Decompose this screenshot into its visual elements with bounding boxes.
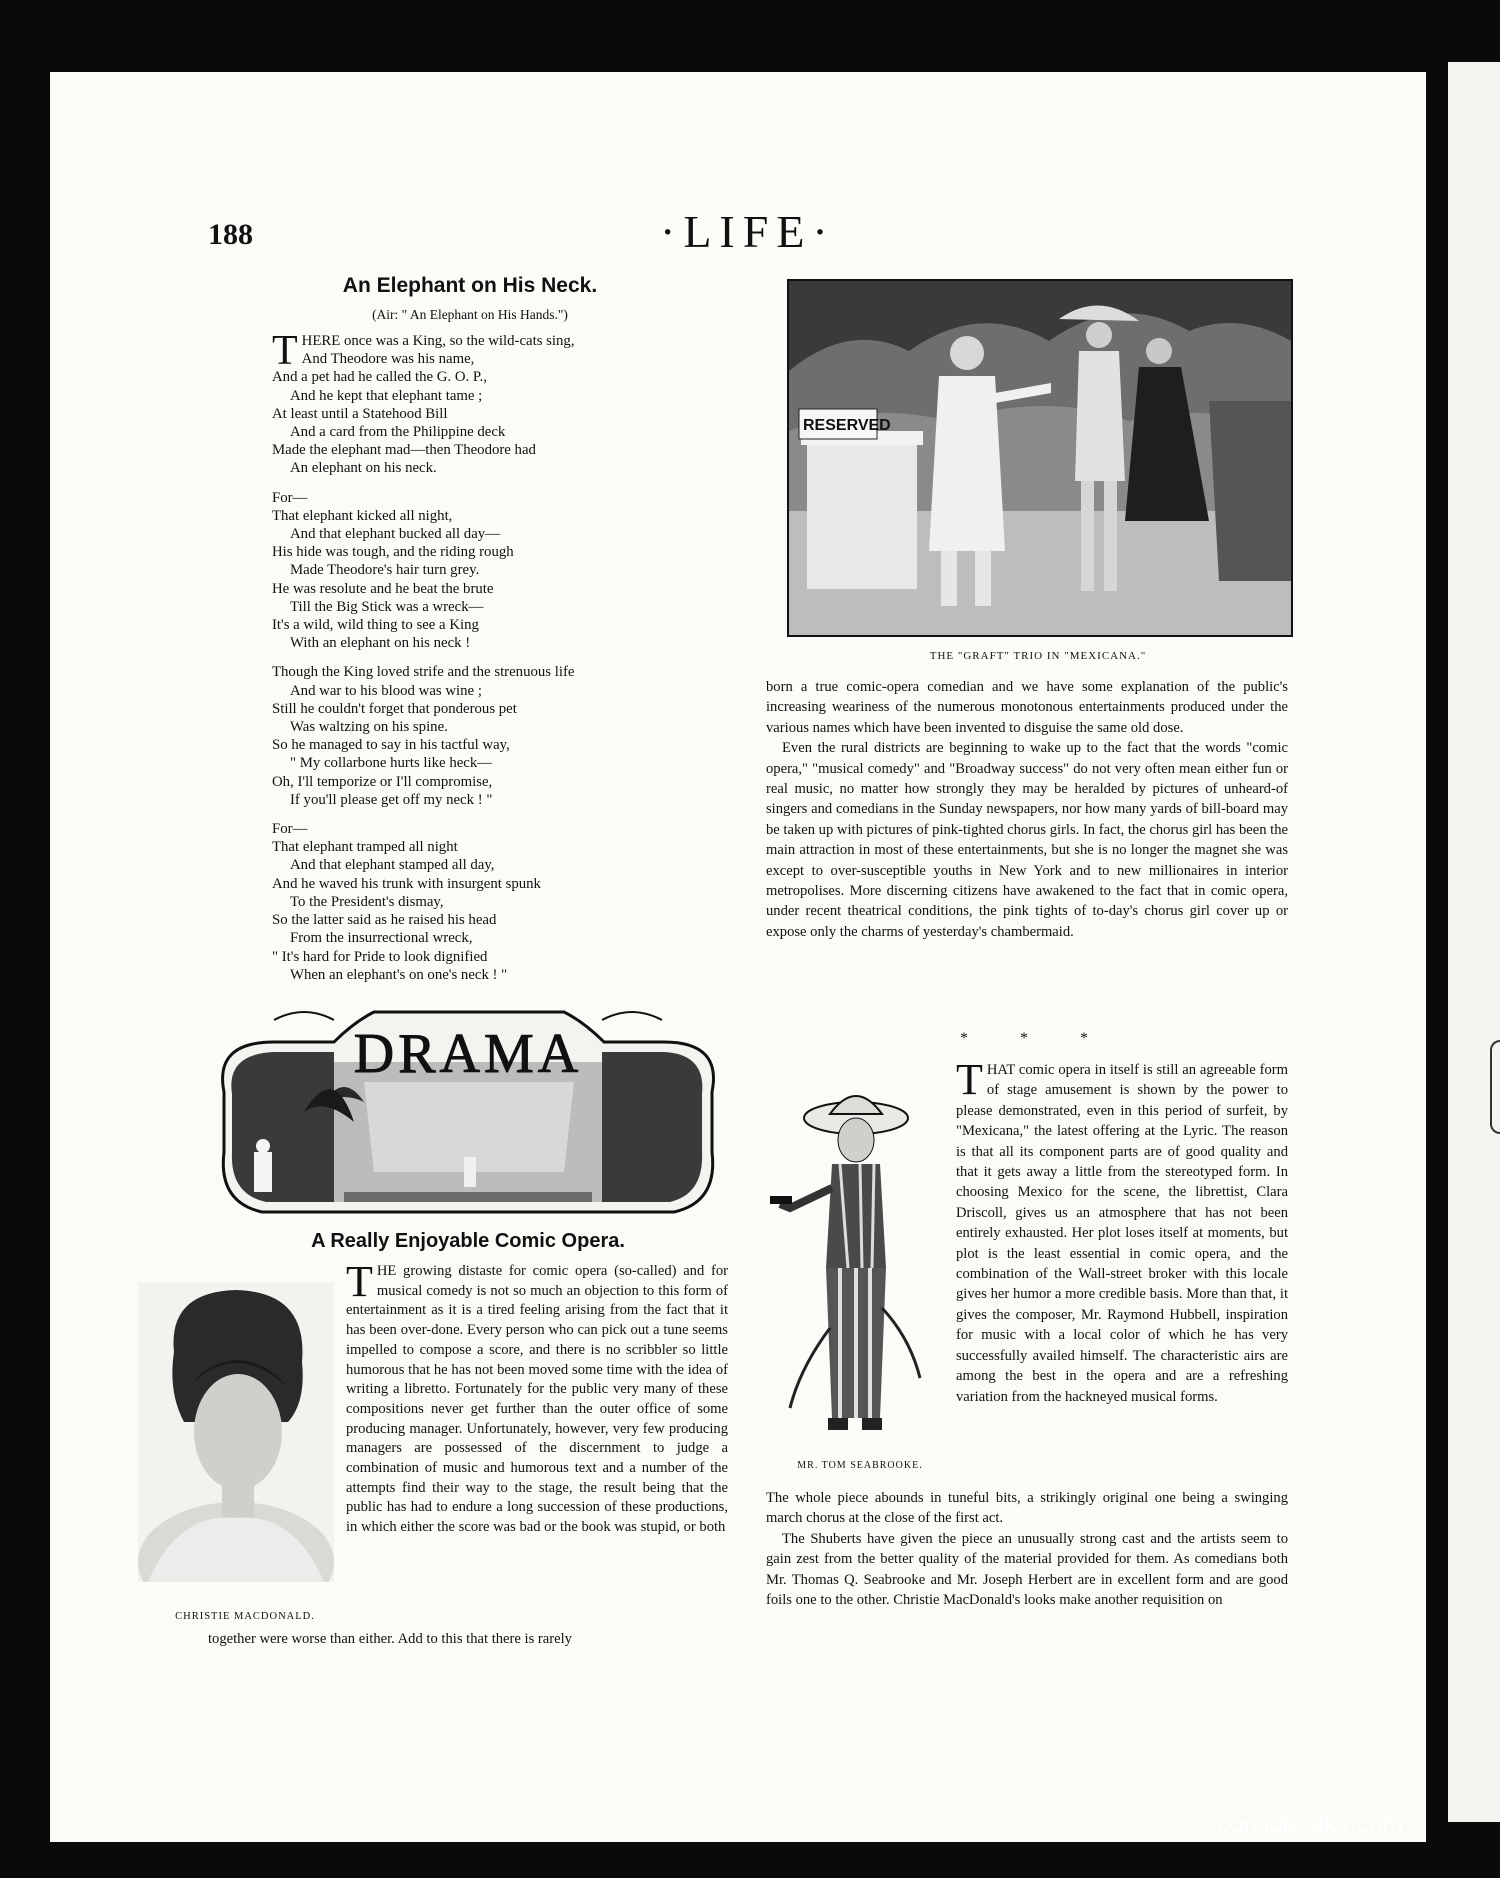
article-paragraph: The whole piece abounds in tuneful bits, a strikingly original one being a swinging march chorus at the close of the first act. — [766, 1490, 1288, 1527]
drama-banner-title: DRAMA — [353, 1023, 583, 1085]
right-column-bottom — [766, 1488, 1288, 1610]
poem-line: And war to his blood was wine ; — [290, 682, 482, 699]
poem-line: So he managed to say in his tactful way, — [272, 737, 510, 754]
opera-article-body — [346, 1257, 728, 1538]
poem-line: Made Theodore's hair turn grey. — [290, 562, 480, 579]
poem-line: That elephant tramped all night — [272, 839, 458, 856]
masthead: ·LIFE· — [660, 206, 836, 257]
poem-line: And a pet had he called the G. O. P., — [272, 369, 487, 386]
seabrooke-drawing — [770, 1078, 940, 1438]
poem-line: And that elephant stamped all day, — [290, 857, 495, 874]
poem-line: " It's hard for Pride to look dignified — [272, 948, 488, 965]
portrait-drawing — [138, 1282, 334, 1582]
poem-line: And he waved his trunk with insurgent spunk — [272, 875, 541, 892]
poem-line: HERE once was a King, so the wild-cats sing, — [301, 333, 575, 349]
poem-air-note: (Air: " An Elephant on His Hands.") — [372, 307, 568, 322]
right-column-top — [766, 677, 1288, 942]
poem-line: For— — [272, 821, 308, 838]
facing-page-edge — [1448, 62, 1500, 1822]
poem-body — [272, 328, 712, 995]
poem-title: An Elephant on His Neck. — [342, 274, 598, 297]
poem-line: And a card from the Philippine deck — [290, 424, 506, 441]
poem-line: From the insurrectional wreck, — [290, 930, 473, 947]
poem-line: For— — [272, 489, 308, 506]
stage-photo-drawing — [789, 281, 1291, 635]
facing-page-ornament — [1490, 1040, 1500, 1134]
poem-line: It's a wild, wild thing to see a King — [272, 617, 479, 634]
poem-stanza — [272, 328, 712, 478]
opera-dropcap: T — [346, 1257, 373, 1306]
poem-dropcap: T — [272, 328, 298, 374]
article-paragraph: The Shuberts have given the piece an unusually strong cast and the artists seem to gain zest from the better quality of the material provided for them. As comedians both Mr. Thomas Q. Seabrooke and Mr. Joseph Herbert are in excellent form and are good foils one to the other. Christie MacDonald's looks make another requisition on — [766, 1530, 1288, 1609]
opera-paragraph: HE growing distaste for comic opera (so-called) and for musical comedy is not so much an objection to this form of entertainment as it is a tired feeling arising from the fact that it has been over-done. Every person who can pick out a tune seems impelled to compose a score, and there is no scribbler so little humorous that he has not been moved some time with the idea of writing a libretto. Fortunately for the public very many of these compositions never get further than the outer office of some producing manager. Unfortunately, however, very few producing managers are possessed of the discernment to judge a combination of music and humorous text and a number of the attempts find their way to the stage, the result being that the public has had to endure a long succession of these productions, in which either the score was bad or the book was stupid, or both — [346, 1263, 728, 1536]
tom-seabrooke-illustration — [770, 1078, 940, 1438]
poem-line: Though the King loved strife and the strenuous life — [272, 664, 575, 681]
christie-macdonald-portrait — [138, 1282, 334, 1582]
opera-article-continuation: together were worse than either. Add to this that there is rarely — [208, 1631, 572, 1647]
poem-line: And that elephant bucked all day— — [290, 526, 500, 543]
watermark: comicbooks.com — [1217, 1810, 1404, 1838]
right-column-wrap — [956, 1055, 1288, 1407]
stage-photo-caption: THE "GRAFT" TRIO IN "MEXICANA." — [929, 650, 1147, 662]
poem-line: He was resolute and he beat the brute — [272, 580, 494, 597]
drama-banner-art — [214, 1002, 722, 1224]
poem-line: Made the elephant mad—then Theodore had — [272, 442, 536, 459]
stage-photo — [787, 279, 1293, 637]
article-paragraph — [956, 1055, 1288, 1407]
poem-line: To the President's dismay, — [290, 893, 444, 910]
poem-stanza — [272, 663, 712, 809]
poem-stanza — [272, 489, 712, 653]
poem-line: Was waltzing on his spine. — [290, 719, 448, 736]
poem-line: So the latter said as he raised his head — [272, 912, 497, 929]
reserved-sign: RESERVED — [803, 417, 891, 434]
page-number: 188 — [208, 218, 253, 251]
opera-article-title: A Really Enjoyable Comic Opera. — [311, 1230, 625, 1252]
poem-line: At least until a Statehood Bill — [272, 405, 448, 422]
poem-stanza — [272, 820, 712, 984]
poem-line: " My collarbone hurts like heck— — [290, 755, 493, 772]
drama-banner — [214, 1002, 722, 1224]
poem-line: Till the Big Stick was a wreck— — [290, 598, 484, 615]
poem-line: Oh, I'll temporize or I'll compromise, — [272, 773, 493, 790]
poem-line: With an elephant on his neck ! — [290, 635, 471, 652]
portrait-caption: CHRISTIE MACDONALD. — [175, 1611, 315, 1622]
poem-line: And he kept that elephant tame ; — [290, 387, 483, 404]
poem-line: An elephant on his neck. — [290, 460, 437, 477]
poem-line: If you'll please get off my neck ! " — [290, 791, 493, 808]
poem-line: Still he couldn't forget that ponderous pet — [272, 700, 517, 717]
section-divider-stars: * * * — [960, 1030, 1112, 1047]
poem-line: And Theodore was his name, — [301, 351, 475, 368]
article-paragraph: Even the rural districts are beginning to wake up to the fact that the words "comic opera," "musical comedy" and "Broadway success" do not very often mean either fun or real music, no matter how strongly they may be heralded by pictures of unheard-of singers and comedians in the Sunday newspapers, nor how many yards of bill-board may be taken up with pictures of pink-tighted chorus girls. In fact, the chorus girl has been the main attraction in most of these entertainments, but she is no longer the magnet she was except to over-susceptible youths in New York and to new millionaires in interior metropolises. More discerning citizens have awakened to the fact that in comic opera, under recent theatrical conditions, the pink tights of to-day's chorus girl cover up or expose only the charms of yesterday's chambermaid. — [766, 740, 1288, 940]
article-paragraph: born a true comic-opera comedian and we have some explanation of the public's increasing weariness of the numerous monotonous entertainments produced under the various names which have been invented to disguise the same old dose. — [766, 679, 1288, 736]
seabrooke-caption: MR. TOM SEABROOKE. — [797, 1460, 923, 1471]
poem-line: His hide was tough, and the riding rough — [272, 544, 514, 561]
poem-line: That elephant kicked all night, — [272, 507, 453, 524]
poem-line: When an elephant's on one's neck ! " — [290, 966, 508, 983]
mexicana-dropcap: T — [956, 1055, 983, 1104]
mexicana-paragraph: HAT comic opera in itself is still an agreeable form of stage amusement is shown by the power to please demonstrated, even in this period of surfeit, by "Mexicana," the latest offering at the Lyric. The reason is that all its component parts are of good quality and that it gets away a little from the stereotyped form. In choosing Mexico for the scene, the librettist, Clara Driscoll, gives us an atmosphere that has not been entirely exhausted. Her plot loses itself at moments, but plot is the least essential in comic opera, and the combination of the Wall-street broker with this locale gives her humor a more credible basis. More than that, it gives the composer, Mr. Raymond Hubbell, inspiration for music with a local color of which he has very successfully availed himself. The characteristic airs are among the best in the opera and are a refreshing variation from the hackneyed musical forms. — [956, 1062, 1288, 1405]
